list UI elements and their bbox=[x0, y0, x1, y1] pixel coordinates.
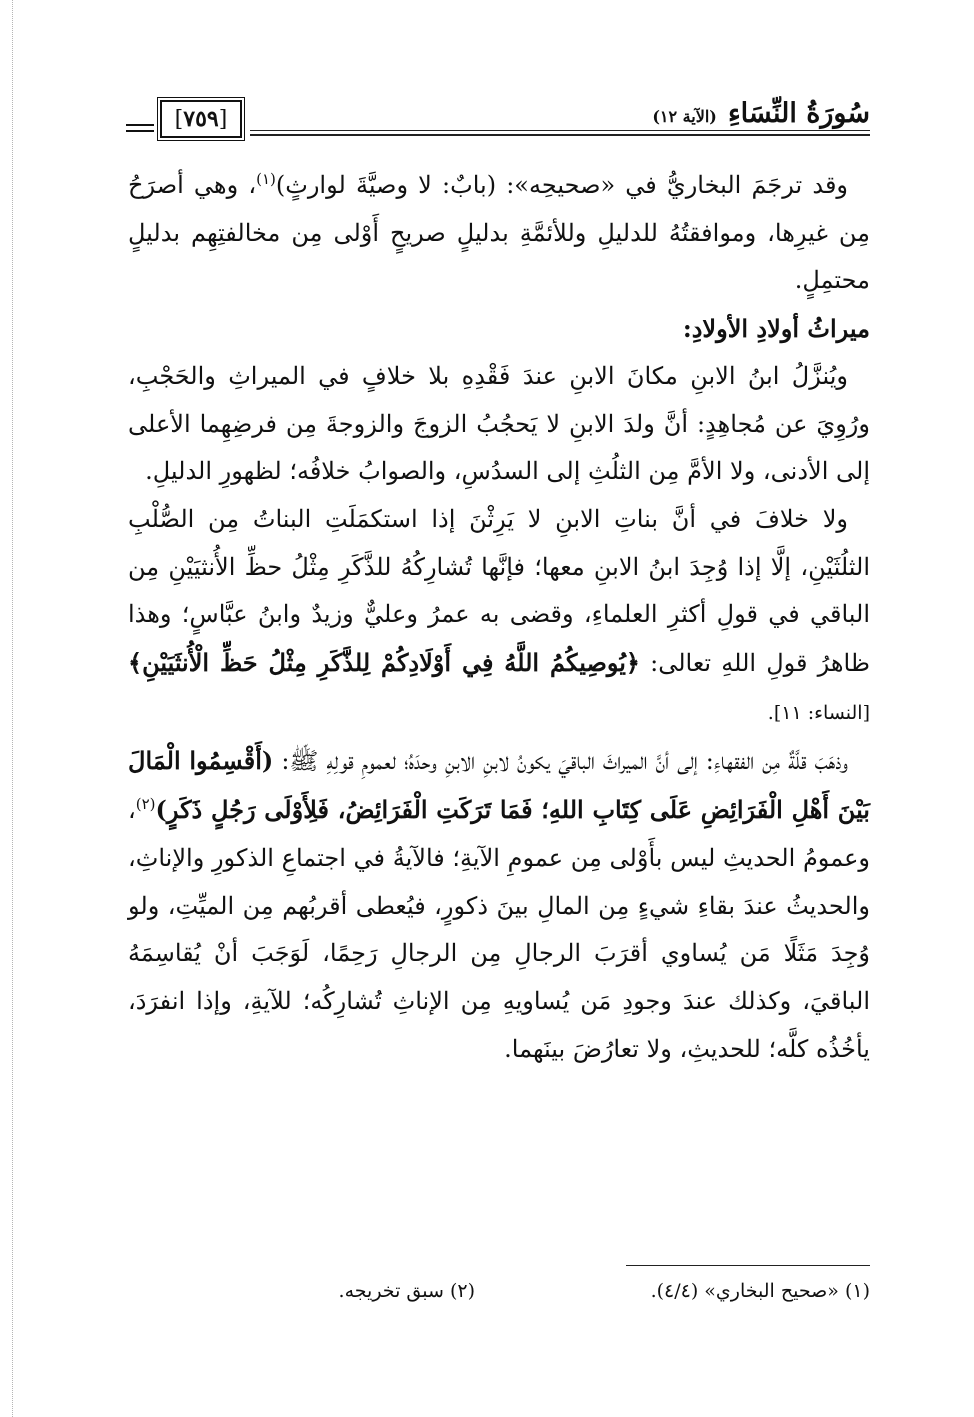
quran-verse: ﴿يُوصِيكُمُ اللَّهُ فِي أَوْلَادِكُمْ لِلذَّكَرِ مِثْلُ حَظِّ الْأُنثَيَيْنِ﴾ bbox=[128, 648, 640, 678]
quran-reference: [النساء: ١١]. bbox=[767, 701, 870, 724]
paragraph-1-text: وقد ترجَمَ البخاريُّ في «صحيحِه»: (بابٌ: لا وصيَّةَ لوارثٍ) bbox=[275, 171, 849, 199]
page-bracket-right: ] bbox=[218, 107, 228, 132]
paragraph-1 bbox=[128, 162, 870, 305]
paragraph-3 bbox=[128, 496, 870, 738]
paragraph-3-text: ولا خلافَ في أنَّ بناتِ الابنِ لا يَرِثْنَ إذا استكمَلَتِ البناتُ مِن الصُّلْبِ الثلُثَيْنِ، إلَّا إذا وُجِدَ ابنُ الابنِ معها؛ فإنَّها تُشارِكُهُ للذَّكَرِ مِثْلُ حظِّ الأُنثيَيْنِ مِن الباقي في قولِ أكثرِ العلماءِ، وقضى به عمرُ وعليٌّ وزيدٌ وابنُ عبَّاسٍ؛ وهذا ظاهرُ قولِ اللهِ تعالى: bbox=[128, 504, 870, 678]
footnote-marker-1[interactable]: (١) bbox=[256, 170, 276, 188]
header-rule bbox=[250, 130, 870, 131]
page-number: ٧٥٩ bbox=[183, 106, 219, 132]
paragraph-4-text: وذهَبَ قلَّةٌ مِن الفقهاءِ: إلى أنَّ الميراثَ الباقيَ يكونُ لابنِ الابنِ وحدَهُ؛ لعمومِ قولِهِ ﷺ: bbox=[281, 747, 848, 776]
main-text bbox=[128, 162, 870, 1073]
header-rule-double bbox=[250, 134, 870, 136]
paragraph-4-tail: ، وعمومُ الحديثِ ليس بأَوْلى مِن عمومِ الآيةِ؛ فالآيةُ في اجتماعِ الذكورِ والإناثِ، والحديثُ عندَ بقاءِ شيءٍ مِن المالِ بينَ ذكورٍ، فيُعطى أقربُهم مِن الميِّتِ، ولو وُجِدَ مَثَلًا مَن يُساوي أقرَبَ الرجالِ مِن الرجالِ رَحِمًا، لَوَجَبَ أنْ يُقاسِمَهُ الباقيَ، وكذلك عندَ وجودِ مَن يُساويهِ مِن الإناثِ تُشارِكُه؛ للآيةِ، وإذا انفرَدَ، يأخُذُه كلَّه؛ للحديثِ، ولا تعارُضَ بينَهما. bbox=[128, 796, 870, 1063]
footnotes bbox=[128, 1280, 870, 1310]
page-header bbox=[126, 96, 870, 146]
paragraph-2: ويُنزَّلُ ابنُ الابنِ مكانَ الابنِ عندَ فَقْدِهِ بلا خلافٍ في الميراثِ والحَجْبِ، ورُوِيَ عن مُجاهِدٍ: أنَّ ولدَ الابنِ لا يَحجُبُ الزوجَ والزوجةَ مِن فرضِهِما الأعلى إلى الأدنى، ولا الأمَّ مِن الثلُثِ إلى السدُسِ، والصوابُ خلافُه؛ لظهورِ الدليلِ. bbox=[128, 361, 870, 486]
verse-reference: (الآية ١٢) bbox=[652, 107, 717, 126]
left-margin-guide bbox=[12, 0, 13, 1417]
page-bracket-left: [ bbox=[174, 107, 184, 132]
header-left-bars bbox=[126, 124, 154, 144]
paragraph-4 bbox=[128, 737, 870, 1073]
footnote-2: (٢) سبق تخريجه. bbox=[338, 1280, 475, 1302]
running-title bbox=[644, 98, 870, 129]
page-number-box bbox=[160, 100, 242, 138]
paragraph-1-tail: ، وهي أصرَحُ مِن غيرِها، وموافقتُهُ للدليلِ وللأئمَّةِ بدليلٍ صريحٍ أَوْلى مِن مخالفتِهِم بدليلٍ محتمِلٍ. bbox=[128, 171, 870, 295]
hadith-quote: (أَقْسِمُوا الْمَالَ بَيْنَ أَهْلِ الْفَرَائِضِ عَلَى كِتَابِ اللهِ؛ فَمَا تَرَكَتِ الْفَرَائِضُ، فَلِأَوْلَى رَجُلٍ ذَكَرٍ) bbox=[128, 746, 870, 825]
surah-name: سُورَةُ النِّسَاءِ bbox=[727, 98, 870, 129]
footnote-1: (١) «صحيح البخاري» (٤/٤). bbox=[650, 1280, 870, 1302]
footnote-marker-2[interactable]: (٢) bbox=[135, 795, 156, 814]
footnote-separator bbox=[626, 1265, 870, 1266]
section-heading: ميراثُ أولادِ الأولادِ: bbox=[682, 314, 870, 344]
